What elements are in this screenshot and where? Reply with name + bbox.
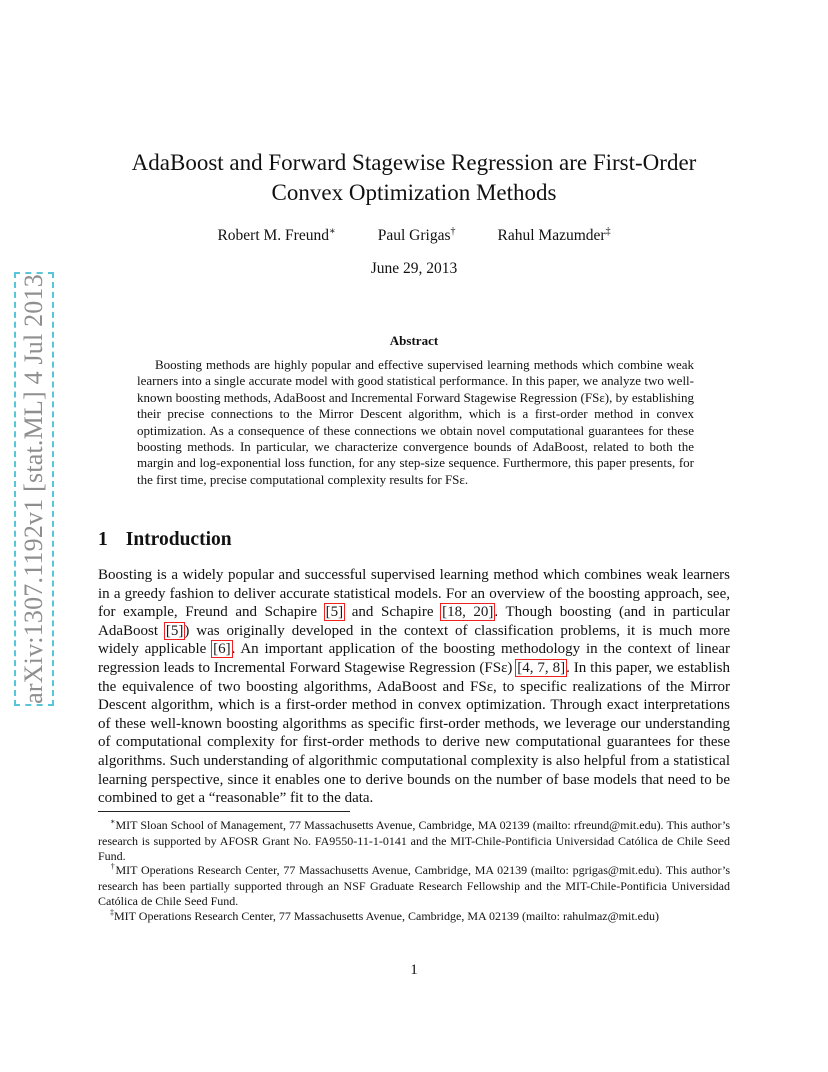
abstract-body: Boosting methods are highly popular and effective supervised learning methods which combine weak learners into a single accurate model with good statistical performance. In this paper, we analyze two well-known boosting methods, AdaBoost and Incremental Forward Stagewise Regression (FSε), by establishing their precise connections to the Mirror Descent algorithm, which is a first-order method in convex optimization. As a consequence of these connections we obtain novel computational guarantees for these boosting methods. In particular, we characterize convergence bounds of AdaBoost, related to both the margin and log-exponential loss function, for any step-size sequence. Furthermore, this paper presents, for the first time, precise computational complexity results for FSε. <box>137 357 694 487</box>
arxiv-identifier[interactable]: arXiv:1307.1192v1 [stat.ML] 4 Jul 2013 <box>19 274 49 704</box>
title-line-2: Convex Optimization Methods <box>271 180 557 205</box>
intro-text: . In this paper, we establish the equivalence of two boosting algorithms, AdaBoost and FSε, to specific realizations of the Mirror Descent algorithm, which is a first-order method in convex optimization. Through exact interpretations of these well-known boosting algorithms as specific first-order methods, we leverage our understanding of computational complexity for first-order methods to derive new computational guarantees for these algorithms. Such understanding of algorithmic computational complexity is also helpful from a statistical learning perspective, since it enables one to derive bounds on the number of base models that need to be combined to get a “reasonable” fit to the data. <box>98 659 730 807</box>
abstract-heading: Abstract <box>389 333 439 348</box>
footnote-2 <box>98 859 730 910</box>
section-number: 1 <box>98 529 108 550</box>
intro-text: . Though boosting (and in particular AdaBoost <box>98 604 730 639</box>
citation-link[interactable]: [5] <box>325 604 344 621</box>
footnote-rule <box>98 811 350 812</box>
footnote-mark: ‡ <box>110 908 114 917</box>
author-name: Paul Grigas <box>377 227 451 245</box>
footnote-text: MIT Operations Research Center, 77 Massachusetts Avenue, Cambridge, MA 02139 (mailto: rahulmaz@mit.edu) <box>114 909 660 923</box>
paper-title <box>100 148 728 208</box>
author-mazumder <box>498 226 611 245</box>
author-footnote-mark[interactable]: ‡ <box>605 226 611 237</box>
author-freund <box>217 226 335 245</box>
intro-text: . An important application of the boosting methodology in the context of linear regression leads to Incremental Forward Stagewise Regression (FSε) <box>98 641 730 676</box>
intro-text: and Schapire <box>344 604 442 621</box>
citation-link[interactable]: [5] <box>165 622 184 639</box>
footnote-1 <box>98 814 730 865</box>
footnote-text: MIT Sloan School of Management, 77 Massachusetts Avenue, Cambridge, MA 02139 (mailto: rfreund@mit.edu). This author’s research is supported by AFOSR Grant No. FA9550-11-1-0141 and the MIT-Chile-Pontificia Universidad Católica de Chile Seed Fund. <box>98 818 730 864</box>
introduction-paragraph <box>98 566 730 808</box>
author-footnote-mark[interactable]: ∗ <box>328 226 336 237</box>
footnote-mark: † <box>110 862 116 871</box>
section-heading <box>98 529 232 551</box>
arxiv-stamp[interactable] <box>14 272 54 706</box>
section-title: Introduction <box>125 529 232 550</box>
page-number: 1 <box>410 962 418 978</box>
author-footnote-mark[interactable]: † <box>450 226 456 237</box>
citation-link[interactable]: [18, 20] <box>442 604 494 621</box>
paper-date: June 29, 2013 <box>370 260 458 277</box>
citation-link[interactable]: [4, 7, 8] <box>517 659 566 676</box>
citation-link[interactable]: [6] <box>213 641 231 658</box>
author-grigas <box>378 226 456 245</box>
author-name: Robert M. Freund <box>217 227 329 245</box>
footnote-mark: ∗ <box>110 817 116 826</box>
author-name: Rahul Mazumder <box>497 227 606 245</box>
footnote-text: MIT Operations Research Center, 77 Massachusetts Avenue, Cambridge, MA 02139 (mailto: pgrigas@mit.edu). This author’s research has been partially supported through an NSF Graduate Research Fellowship and the MIT-Chile-Pontificia Universidad Católica de Chile Seed Fund. <box>98 863 730 909</box>
footnote-3 <box>98 905 730 925</box>
intro-text: Boosting is a widely popular and successful supervised learning method which combines weak learners in a greedy fashion to deliver accurate statistical models. For an overview of the boosting approach, see, for example, Freund and Schapire <box>98 567 730 621</box>
intro-text: ) was originally developed in the context of classification problems, it is much more widely applicable <box>98 622 731 658</box>
author-list <box>100 226 728 245</box>
title-line-1: AdaBoost and Forward Stagewise Regression are First-Order <box>131 150 697 175</box>
